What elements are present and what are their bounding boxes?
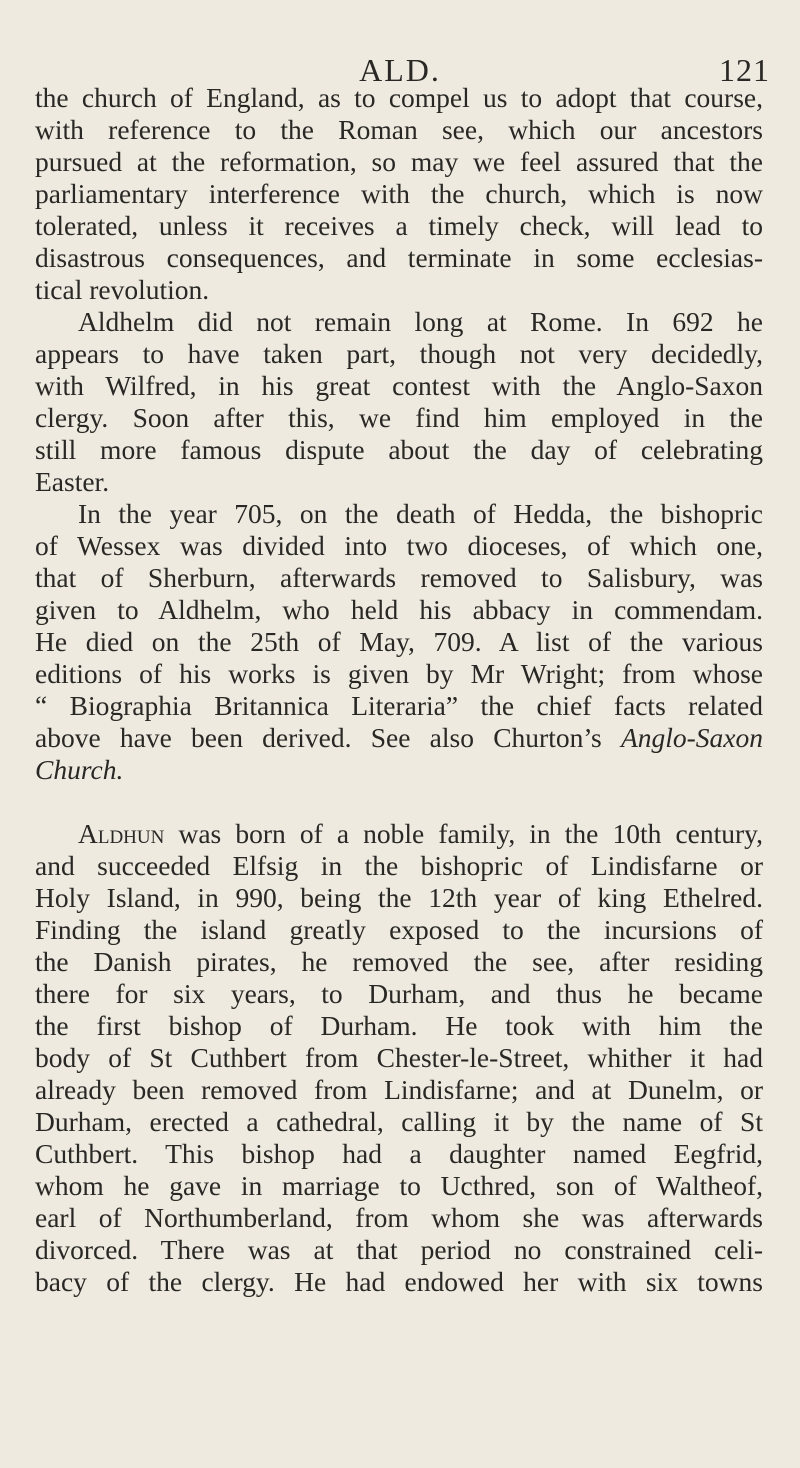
text-line: the church of England, as to compel us to adopt that course, — [35, 82, 763, 113]
text-line: earl of Northumberland, from whom she was afterwards — [35, 1202, 763, 1233]
text-line: bacy of the clergy. He had endowed her with six towns — [35, 1266, 763, 1297]
text-line: appears to have taken part, though not very decidedly, — [35, 338, 763, 369]
text-line: there for six years, to Durham, and thus he became — [35, 978, 763, 1009]
text-line: He died on the 25th of May, 709. A list of the various — [35, 626, 763, 657]
text-line: given to Aldhelm, who held his abbacy in commendam. — [35, 594, 763, 625]
text-line: body of St Cuthbert from Chester-le-Street, whither it had — [35, 1042, 763, 1073]
text-line: Durham, erected a cathedral, calling it by the name of St — [35, 1106, 763, 1137]
text-line: disastrous consequences, and terminate in some ecclesias- — [35, 242, 763, 273]
paragraph-bishopric-wessex — [35, 498, 763, 786]
text-line: the first bishop of Durham. He took with him the — [35, 1010, 763, 1041]
text-line: Church. — [35, 754, 124, 785]
text-line: with Wilfred, in his great contest with the Anglo-Saxon — [35, 370, 763, 401]
text-line: In the year 705, on the death of Hedda, the bishopric — [78, 498, 763, 529]
text-line: pursued at the reformation, so may we feel assured that the — [35, 146, 763, 177]
paragraph-continuation — [35, 82, 763, 306]
text-line: tolerated, unless it receives a timely check, will lead to — [35, 210, 763, 241]
paragraph-aldhun — [35, 818, 763, 1298]
text-line: still more famous dispute about the day of celebrating — [35, 434, 763, 465]
text-line: and succeeded Elfsig in the bishopric of Lindisfarne or — [35, 850, 763, 881]
book-title-italic: Anglo-Saxon — [620, 722, 763, 753]
text-line: Easter. — [35, 466, 110, 497]
text-line — [35, 818, 763, 850]
text-line: the Danish pirates, he removed the see, after residing — [35, 946, 763, 977]
text-line: editions of his works is given by Mr Wright; from whose — [35, 658, 763, 689]
text-line: of Wessex was divided into two dioceses, of which one, — [35, 530, 763, 561]
text-line: Holy Island, in 990, being the 12th year of king Ethelred. — [35, 882, 763, 913]
text-fragment: was born of a noble family, in the 10th century, — [164, 818, 763, 849]
text-line: parliamentary interference with the church, which is now — [35, 178, 763, 209]
text-line: Aldhelm did not remain long at Rome. In 692 he — [78, 306, 763, 337]
running-head-title: ALD. — [359, 52, 441, 88]
text-line: already been removed from Lindisfarne; and at Dunelm, or — [35, 1074, 763, 1105]
text-line: Finding the island greatly exposed to the incursions of — [35, 914, 763, 945]
page-number: 121 — [719, 52, 770, 88]
text-line: with reference to the Roman see, which our ancestors — [35, 114, 763, 145]
text-line: clergy. Soon after this, we find him employed in the — [35, 402, 763, 433]
text-fragment: above have been derived. See also Churton’s — [35, 722, 602, 753]
entry-heading: Aldhun — [78, 818, 165, 849]
text-line: that of Sherburn, afterwards removed to Salisbury, was — [35, 562, 763, 593]
text-line: tical revolution. — [35, 274, 210, 305]
paragraph-aldhelm-rome — [35, 306, 763, 498]
text-line — [35, 722, 763, 754]
text-line: whom he gave in marriage to Ucthred, son of Waltheof, — [35, 1170, 763, 1201]
text-line: “ Biographia Britannica Literaria” the chief facts related — [35, 690, 763, 721]
text-line: Cuthbert. This bishop had a daughter named Eegfrid, — [35, 1138, 763, 1169]
text-line: divorced. There was at that period no constrained celi- — [35, 1234, 763, 1265]
